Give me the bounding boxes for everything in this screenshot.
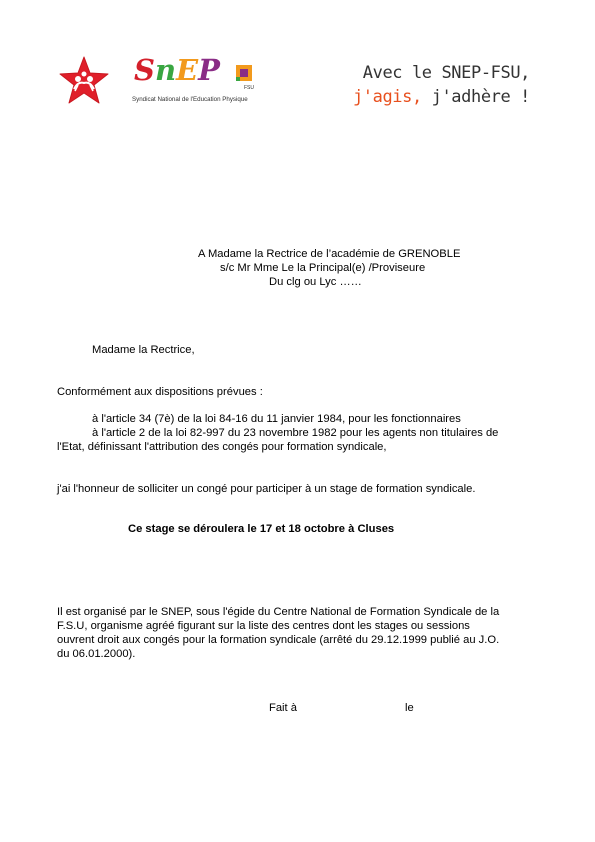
article-2-line-1: à l'article 2 de la loi 82-997 du 23 novembre 1982 pour les agents non titulaires de [92,427,499,439]
snep-letter-e: E [176,53,199,87]
snep-letter-n: n [154,53,177,87]
organisation-line-4: du 06.01.2000). [57,648,136,660]
fsu-star-logo [58,55,110,107]
snep-logo [132,55,262,109]
fsu-flag-icon [234,63,254,83]
snep-logo-tagline: Syndicat National de l'Education Physique [132,96,248,103]
organisation-line-2: F.S.U, organisme agréé figurant sur la liste des centres dont les stages ou sessions [57,620,470,632]
snep-letter-s: S [134,53,155,87]
request-text: j'ai l'honneur de solliciter un congé pour participer à un stage de formation syndicale. [57,483,476,495]
salutation: Madame la Rectrice, [92,344,195,356]
article-2-line-2: l'Etat, définissant l'attribution des congés pour formation syndicale, [57,441,387,453]
address-line-3: Du clg ou Lyc …… [269,276,362,288]
address-line-2: s/c Mr Mme Le la Principal(e) /Proviseure [220,262,426,274]
stage-dates: Ce stage se déroulera le 17 et 18 octobre à Cluses [128,523,395,535]
slogan-line-2 [353,86,530,108]
intro-text: Conformément aux dispositions prévues : [57,386,263,398]
slogan-line-1: Avec le SNEP-FSU, [362,63,530,83]
organisation-line-3: ouvrent droit aux congés pour la formation syndicale (arrêté du 29.12.1999 publié au J.O. [57,634,500,646]
slogan-jadhere: j'adhère ! [431,87,530,107]
star-icon [58,55,110,107]
fsu-mini-logo [234,63,254,83]
address-line-1: A Madame la Rectrice de l’académie de GRENOBLE [198,248,461,260]
organisation-line-1: Il est organisé par le SNEP, sous l'égide du Centre National de Formation Syndicale de la [57,606,500,618]
article-1: à l'article 34 (7è) de la loi 84-16 du 11 janvier 1984, pour les fonctionnaires [92,413,461,425]
snep-letter-p: P [198,53,220,87]
snep-logo-letters [134,55,220,85]
snep-logo-fsu: FSU [244,85,254,91]
date-label: le [405,702,414,714]
fait-a-label: Fait à [269,702,297,714]
slogan-jagis: j'agis, [352,87,422,107]
